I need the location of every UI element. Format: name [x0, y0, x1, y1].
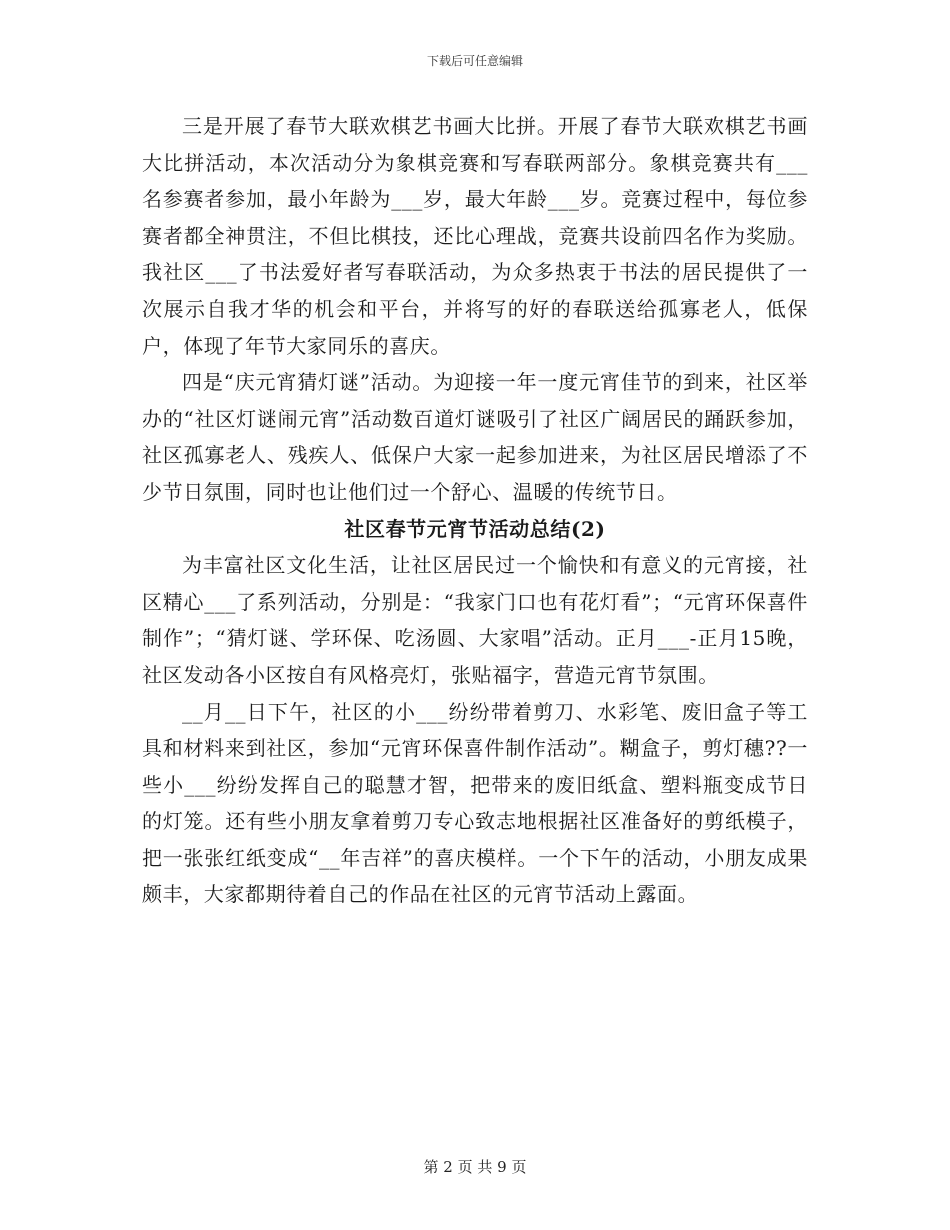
paragraph-chess-calligraphy: 三是开展了春节大联欢棋艺书画大比拼。开展了春节大联欢棋艺书画大比拼活动，本次活动分为象棋竞赛和写春联两部分。象棋竞赛共有___名参赛者参加，最小年龄为___岁，最大年龄___岁。竞赛过程中，每位参赛者都全神贯注，不但比棋技，还比心理战，竞赛共设前四名作为奖励。我社区___了书法爱好者写春联活动，为众多热衷于书法的居民提供了一次展示自我才华的机会和平台，并将写的好的春联送给孤寡老人，低保户，体现了年节大家同乐的喜庆。: [142, 114, 808, 358]
paragraph-craft-activity: __月__日下午，社区的小___纷纷带着剪刀、水彩笔、废旧盒子等工具和材料来到社区，参加“元宵环保喜件制作活动”。糊盒子，剪灯穗??一些小___纷纷发挥自己的聪慧才智，把带来的废旧纸盒、塑料瓶变成节日的灯笼。还有些小朋友拿着剪刀专心致志地根据社区准备好的剪纸模子，把一张张红纸变成“__年吉祥”的喜庆模样。一个下午的活动，小朋友成果颇丰，大家都期待着自己的作品在社区的元宵节活动上露面。: [142, 699, 808, 907]
paragraph-activities-intro: 为丰富社区文化生活，让社区居民过一个愉快和有意义的元宵接，社区精心___了系列活动，分别是：“我家门口也有花灯看”；“元宵环保喜件制作”；“猜灯谜、学环保、吃汤圆、大家唱”活动。正月___-正月15晚，社区发动各小区按自有风格亮灯，张贴福字，营造元宵节氛围。: [142, 553, 808, 687]
section-title: 社区春节元宵节活动总结(2): [344, 516, 606, 541]
document-body: [142, 108, 808, 913]
page-footer: 第 2 页 共 9 页: [423, 1158, 527, 1176]
paragraph-lantern-riddles: 四是“庆元宵猜灯谜”活动。为迎接一年一度元宵佳节的到来，社区举办的“社区灯谜闹元宵”活动数百道灯谜吸引了社区广阔居民的踊跃参加，社区孤寡老人、残疾人、低保户大家一起参加进来，为社区居民增添了不少节日氛围，同时也让他们过一个舒心、温暖的传统节日。: [142, 370, 808, 504]
header-note: 下载后可任意编辑: [426, 54, 523, 68]
